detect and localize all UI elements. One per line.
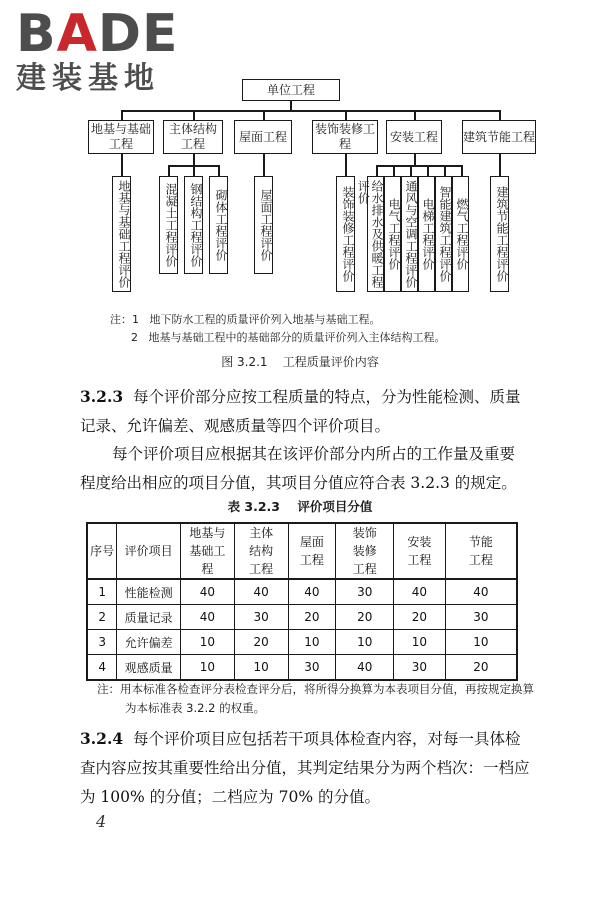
header-cell: 节能工程 [445, 523, 517, 579]
table-cell: 性能检测 [117, 579, 181, 605]
category-node: 安装工程 [386, 120, 442, 154]
section-3-2-3-para2: 每个评价项目应根据其在该评价部分内所占的工作量及重要程度给出相应的项目分值，其项目分值应符合表 3.2.3 的规定。 [80, 445, 517, 492]
table-cell: 20 [394, 605, 446, 630]
table-cell: 30 [336, 579, 394, 605]
table-cell: 40 [234, 579, 288, 605]
section-3-2-3: 3.2.3 每个评价部分应按工程质量的特点，分为性能检测、质量记录、允许偏差、观感质量等四个评价项目。 [80, 387, 521, 435]
table-cell: 3 [87, 630, 117, 655]
table-cell: 30 [288, 655, 336, 681]
table-cell: 40 [180, 605, 234, 630]
table-cell: 40 [394, 579, 446, 605]
score-table [86, 522, 518, 681]
figure-note-1: 注：1 地下防水工程的质量评价列入地基与基础工程。 [110, 313, 381, 326]
table-cell: 4 [87, 655, 117, 681]
table-row [87, 579, 517, 605]
table-cell: 观感质量 [117, 655, 181, 681]
table-cell: 20 [234, 630, 288, 655]
table-row [87, 605, 517, 630]
evaluation-item: 电梯工程评价 [418, 176, 435, 292]
header-cell: 地基与基础工程 [180, 523, 234, 579]
figure-note-2: 2 地基与基础工程中的基础部分的质量评价列入主体结构工程。 [131, 331, 446, 344]
evaluation-item: 通风与空调工程评价 [401, 176, 418, 292]
table-cell: 质量记录 [117, 605, 181, 630]
header-cell: 评价项目 [117, 523, 181, 579]
header-cell: 序号 [87, 523, 117, 579]
table-cell: 40 [336, 655, 394, 681]
table-cell: 10 [234, 655, 288, 681]
table-note: 注：用本标准各检查评分表检查评分后，将所得分换算为本表项目分值，再按规定换算为本标准表 3.2.2 的权重。 [97, 682, 534, 715]
evaluation-item: 装饰装修工程评价 [336, 176, 355, 292]
table-caption: 表 3.2.3 评价项目分值 [227, 499, 373, 514]
table-cell: 40 [288, 579, 336, 605]
category-node: 装饰装修工程 [312, 120, 378, 154]
table-cell: 10 [445, 630, 517, 655]
evaluation-item: 电气工程评价 [384, 176, 401, 292]
evaluation-item: 砌体工程评价 [209, 176, 228, 274]
table-cell: 10 [394, 630, 446, 655]
quality-evaluation-diagram [0, 0, 600, 300]
category-node: 地基与基础工程 [88, 120, 154, 154]
page-number: 4 [96, 812, 107, 831]
evaluation-item: 建筑节能工程评价 [490, 176, 509, 292]
evaluation-item: 给水排水及供暖工程评价 [367, 176, 384, 292]
logo-subtitle: 建装基地 [16, 61, 160, 96]
section-3-2-4: 3.2.4 每个评价项目应包括若干项具体检查内容，对每一具体检查内容应按其重要性给出分值，其判定结果分为两个档次：一档应为 100% 的分值；二档应为 70% 的分值。 [80, 729, 530, 806]
evaluation-item: 屋面工程评价 [254, 176, 273, 274]
category-node: 主体结构工程 [163, 120, 223, 154]
header-cell: 安装工程 [394, 523, 446, 579]
table-cell: 30 [234, 605, 288, 630]
evaluation-item: 燃气工程评价 [452, 176, 469, 292]
evaluation-item: 混凝土工程评价 [159, 176, 178, 274]
table-cell: 10 [336, 630, 394, 655]
category-node: 建筑节能工程 [462, 120, 536, 154]
table-cell: 20 [445, 655, 517, 681]
table-row [87, 655, 517, 681]
evaluation-item: 地基与基础工程评价 [112, 176, 131, 292]
table-cell: 10 [180, 630, 234, 655]
header-cell: 屋面工程 [288, 523, 336, 579]
section-number: 3.2.4 [80, 729, 124, 748]
logo-wordmark: BADE [16, 4, 179, 64]
header-cell: 主体结构工程 [234, 523, 288, 579]
table-cell: 20 [288, 605, 336, 630]
table-cell: 允许偏差 [117, 630, 181, 655]
section-number: 3.2.3 [80, 387, 124, 406]
header-cell: 装饰装修工程 [336, 523, 394, 579]
table-cell: 30 [394, 655, 446, 681]
table-cell: 40 [445, 579, 517, 605]
evaluation-item: 钢结构工程评价 [184, 176, 203, 274]
table-cell: 10 [180, 655, 234, 681]
table-cell: 1 [87, 579, 117, 605]
table-cell: 40 [180, 579, 234, 605]
table-cell: 10 [288, 630, 336, 655]
table-row [87, 630, 517, 655]
table-header-row [87, 523, 517, 579]
category-node: 屋面工程 [234, 120, 292, 154]
root-node: 单位工程 [242, 79, 340, 101]
table-cell: 30 [445, 605, 517, 630]
table-cell: 2 [87, 605, 117, 630]
evaluation-item: 智能建筑工程评价 [435, 176, 452, 292]
table-cell: 20 [336, 605, 394, 630]
figure-caption: 图 3.2.1 工程质量评价内容 [221, 355, 379, 369]
